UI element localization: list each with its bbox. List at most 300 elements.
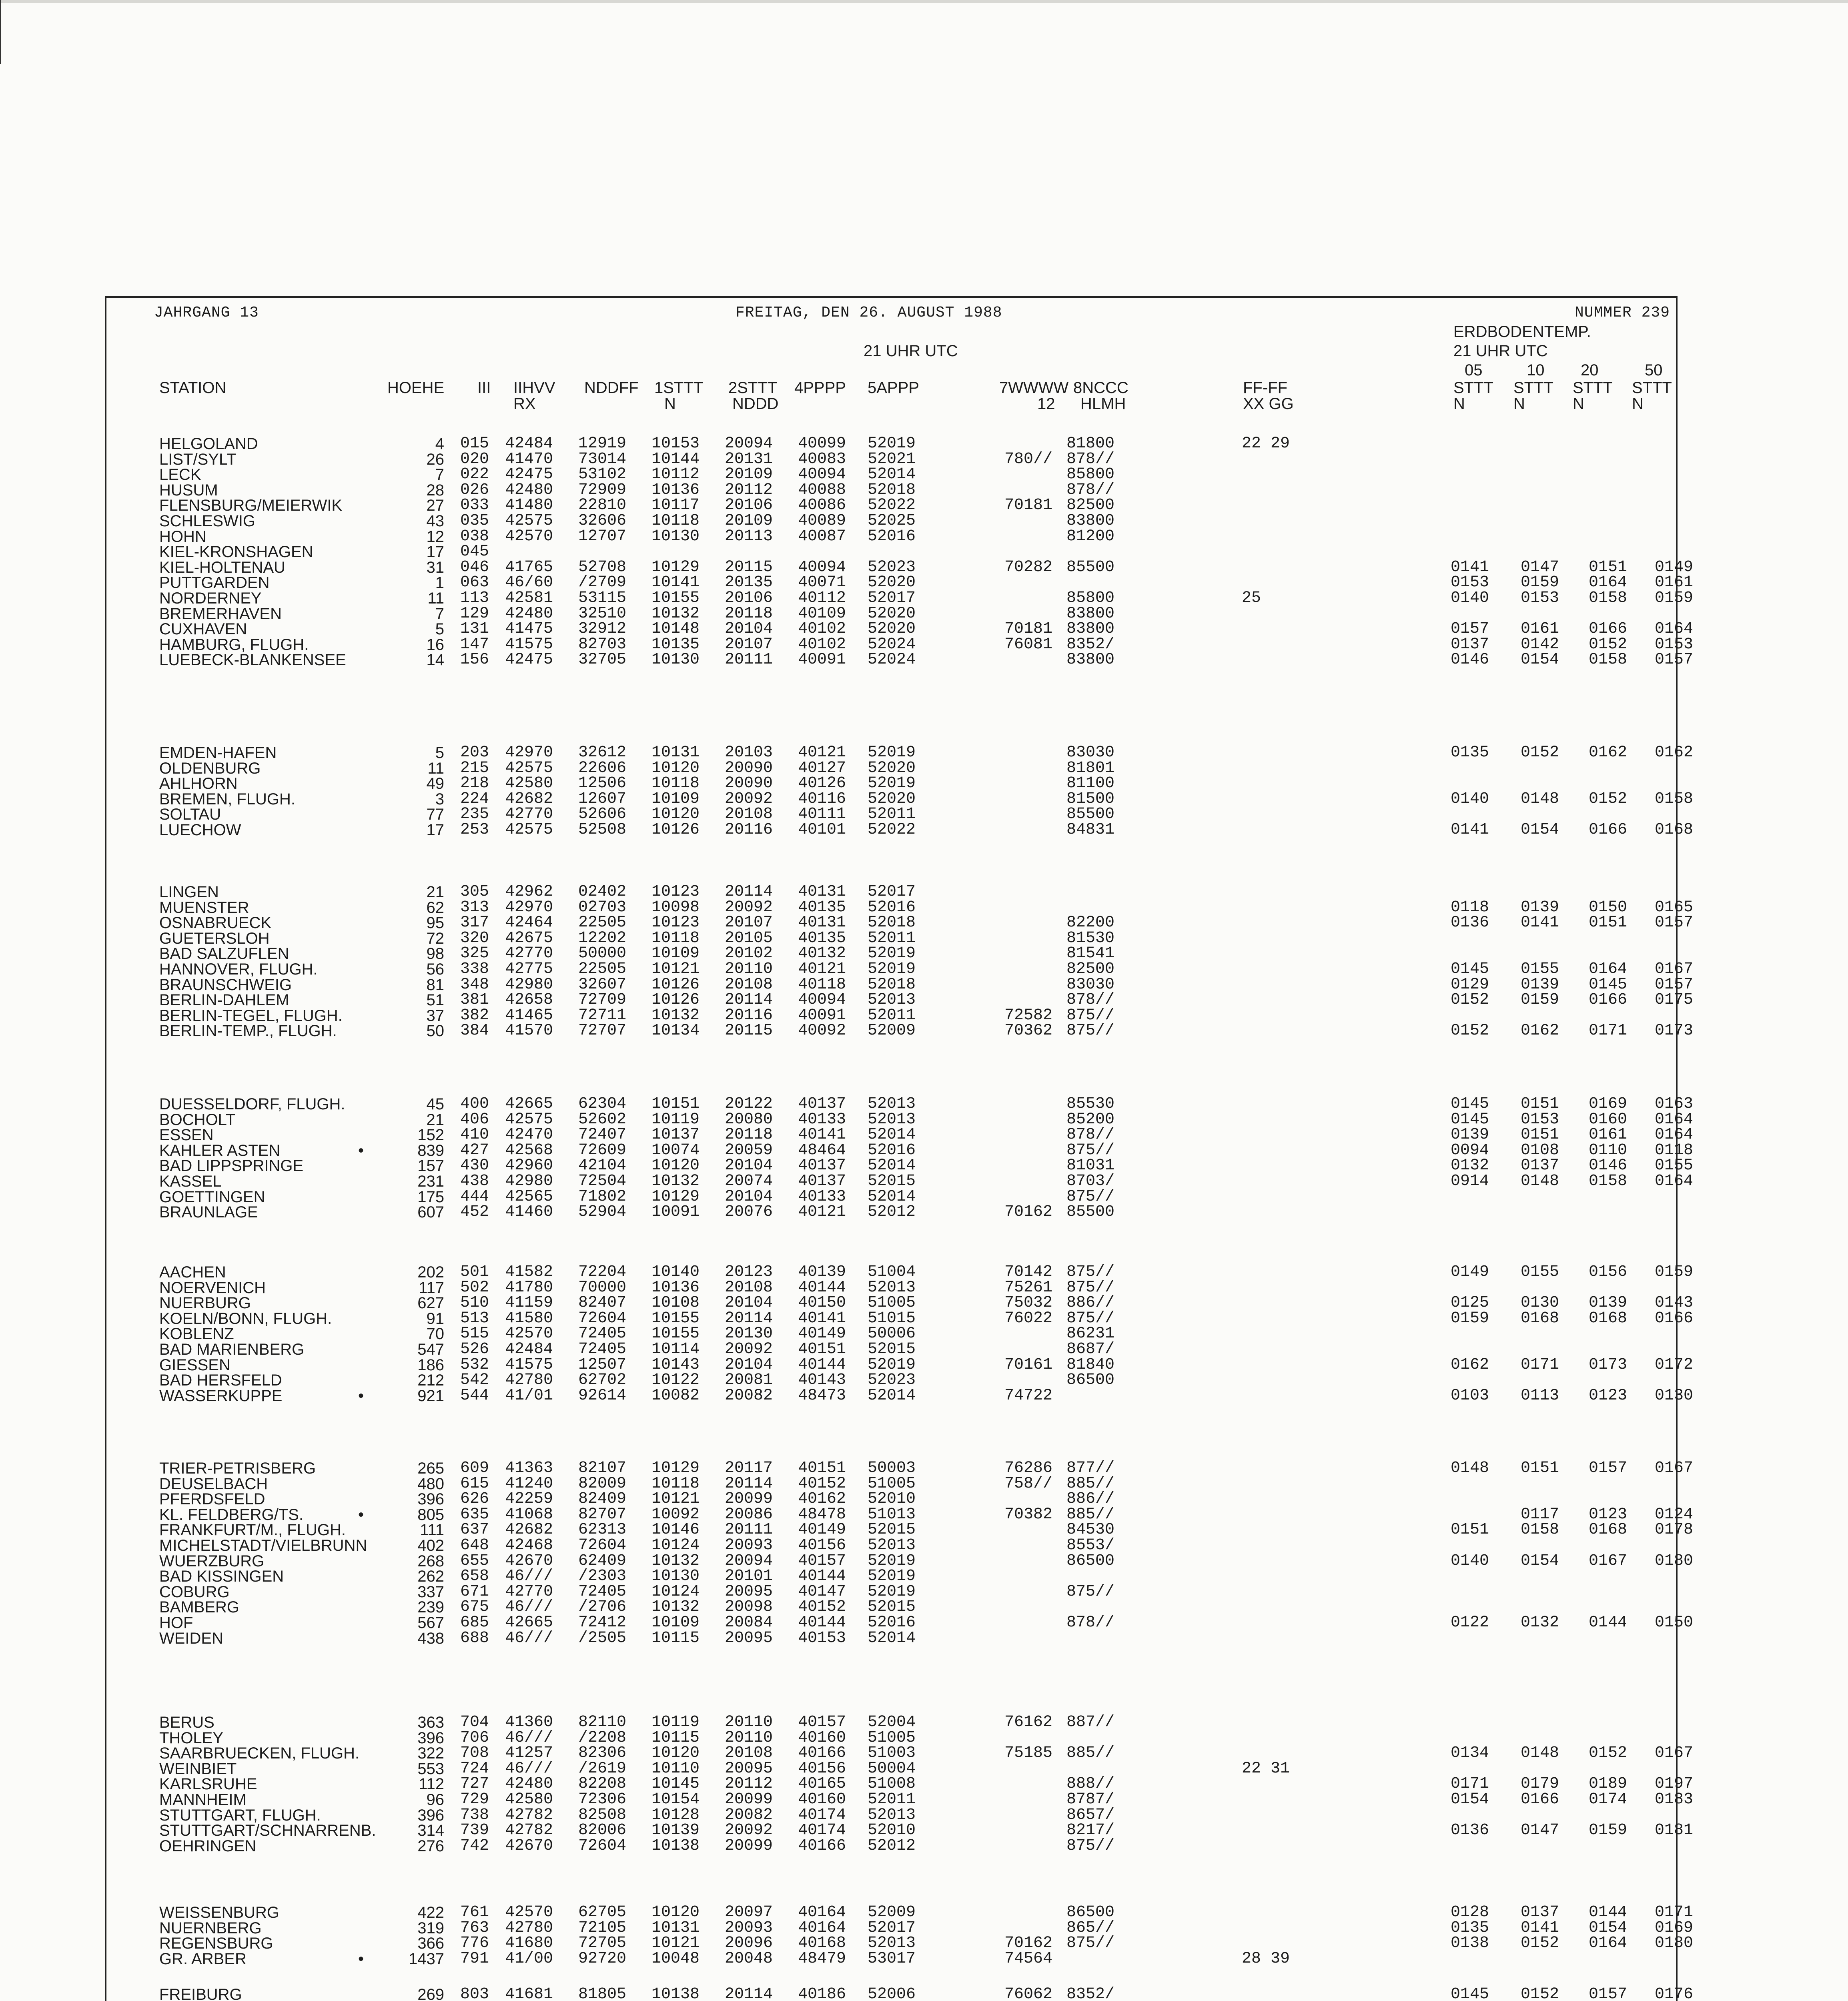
- cell-g5: 40162: [798, 1490, 846, 1508]
- cell-iii: 046: [460, 558, 489, 576]
- cell-erdboden-3: 0162: [1655, 744, 1694, 762]
- station-name: LUECHOW: [159, 821, 241, 839]
- cell-g4: 20084: [725, 1614, 773, 1632]
- cell-g1: 42775: [505, 960, 553, 978]
- station-name: CUXHAVEN: [159, 620, 247, 638]
- cell-g5: 40150: [798, 1294, 846, 1312]
- cell-erdboden-3: 0157: [1655, 975, 1694, 994]
- cell-w8: 81840: [1066, 1355, 1115, 1374]
- station-name: GIESSEN: [159, 1356, 230, 1374]
- cell-g3: 10132: [651, 604, 700, 623]
- cell-w8: 865//: [1066, 1919, 1115, 1937]
- cell-g1: 41681: [505, 1985, 553, 2001]
- cell-g6: 52011: [868, 929, 916, 947]
- cell-g4: 20123: [725, 1263, 773, 1281]
- station-name: HELGOLAND: [159, 435, 258, 453]
- cell-hoehe: 839: [417, 1141, 444, 1159]
- cell-erdboden-1: 0158: [1521, 1521, 1559, 1539]
- cell-g3: 10074: [651, 1141, 700, 1159]
- cell-erdboden-2: 0174: [1589, 1790, 1628, 1809]
- cell-g3: 10144: [651, 450, 700, 468]
- cell-g5: 40116: [798, 790, 846, 808]
- cell-erdboden-0: 0135: [1451, 1919, 1489, 1937]
- cell-g4: 20101: [725, 1567, 773, 1586]
- cell-g2: 81805: [578, 1985, 627, 2001]
- cell-g1: 42675: [505, 929, 553, 947]
- station-name: WEIDEN: [159, 1629, 223, 1647]
- cell-g5: 40152: [798, 1598, 846, 1616]
- col-n-3: N: [1573, 395, 1584, 413]
- col-n-2: N: [1513, 395, 1525, 413]
- cell-erdboden-2: 0166: [1589, 821, 1628, 839]
- cell-g1: 42575: [505, 512, 553, 530]
- cell-iii: 791: [460, 1949, 489, 1968]
- cell-erdboden-1: 0130: [1521, 1294, 1559, 1312]
- cell-w8: 878//: [1066, 1126, 1115, 1144]
- cell-hoehe: 70: [426, 1325, 444, 1343]
- cell-erdboden-1: 0132: [1521, 1614, 1559, 1632]
- cell-g3: 10155: [651, 1309, 700, 1327]
- cell-hoehe: 396: [417, 1490, 444, 1508]
- cell-g5: 40149: [798, 1521, 846, 1539]
- cell-erdboden-3: 0180: [1655, 1552, 1694, 1570]
- cell-erdboden-3: 0159: [1655, 1263, 1694, 1281]
- cell-g4: 20098: [725, 1598, 773, 1616]
- cell-g4: 20112: [725, 481, 773, 499]
- scan-edge-top: [0, 0, 1848, 3]
- station-name: BERLIN-TEMP., FLUGH.: [159, 1022, 337, 1040]
- cell-g2: 50000: [578, 944, 627, 963]
- cell-hoehe: 202: [417, 1263, 444, 1281]
- cell-g1: 41580: [505, 1309, 553, 1327]
- cell-g6: 52014: [868, 1629, 916, 1647]
- cell-g2: 12506: [578, 774, 627, 793]
- table-row: [0, 1951, 1681, 1967]
- table-row: [0, 606, 1681, 622]
- table-row: [0, 1459, 1694, 1477]
- cell-hoehe: 91: [426, 1309, 444, 1327]
- cell-iii: 675: [460, 1598, 489, 1616]
- cell-iii: 688: [460, 1629, 489, 1647]
- cell-g4: 20102: [725, 944, 773, 963]
- cell-g4: 20096: [725, 1934, 773, 1953]
- cell-erdboden-0: 0141: [1451, 821, 1489, 839]
- col-5appp: 5APPP: [868, 379, 919, 397]
- cell-iii: 026: [460, 481, 489, 499]
- cell-iii: 235: [460, 805, 489, 824]
- cell-g2: 52602: [578, 1110, 627, 1129]
- cell-erdboden-3: 0173: [1655, 1022, 1694, 1040]
- table-row: [0, 529, 1681, 544]
- cell-erdboden-1: 0142: [1521, 635, 1559, 654]
- cell-w8: 81100: [1066, 774, 1115, 793]
- table-row: [0, 1715, 1681, 1730]
- cell-g6: 52019: [868, 1582, 916, 1601]
- cell-g1: 42962: [505, 883, 553, 901]
- cell-g2: 22505: [578, 914, 627, 932]
- station-name: BAD MARIENBERG: [159, 1341, 305, 1358]
- cell-g4: 20107: [725, 914, 773, 932]
- cell-w8: 85530: [1066, 1095, 1115, 1113]
- cell-iii: 739: [460, 1821, 489, 1840]
- cell-g2: 72707: [578, 1022, 627, 1040]
- cell-g2: 72609: [578, 1141, 627, 1159]
- cell-iii: 215: [460, 759, 489, 777]
- cell-g5: 40133: [798, 1187, 846, 1206]
- station-name: AACHEN: [159, 1263, 226, 1281]
- cell-g6: 52016: [868, 898, 916, 916]
- cell-iii: 320: [460, 929, 489, 947]
- table-row: [0, 946, 1681, 961]
- cell-g1: 41465: [505, 1006, 553, 1025]
- cell-erdboden-0: 0151: [1451, 1521, 1489, 1539]
- cell-g2: 72412: [578, 1614, 627, 1632]
- cell-erdboden-2: 0166: [1589, 620, 1628, 638]
- cell-hoehe: 186: [417, 1356, 444, 1374]
- table-row: [0, 807, 1681, 822]
- table-row: [0, 1761, 1681, 1776]
- cell-g1: 46///: [505, 1598, 553, 1616]
- cell-g2: /2709: [578, 573, 627, 592]
- cell-g5: 40101: [798, 821, 846, 839]
- col-stttt-3: STTT: [1573, 379, 1613, 397]
- cell-g5: 40112: [798, 589, 846, 607]
- table-row: [0, 589, 1694, 607]
- station-name: COBURG: [159, 1583, 230, 1601]
- station-name: MUENSTER: [159, 898, 249, 916]
- cell-g3: 10146: [651, 1521, 700, 1539]
- cell-iii: 609: [460, 1459, 489, 1477]
- cell-g4: 20114: [725, 1985, 773, 2001]
- col-1sttt: 1STTT: [654, 379, 704, 397]
- cell-g3: 10145: [651, 1775, 700, 1793]
- cell-erdboden-1: 0154: [1521, 651, 1559, 669]
- cell-w7: 75032: [1004, 1294, 1052, 1312]
- cell-erdboden-0: 0122: [1451, 1614, 1489, 1632]
- cell-erdboden-2: 0164: [1589, 573, 1628, 592]
- table-row: [0, 544, 1681, 559]
- cell-g3: 10109: [651, 944, 700, 963]
- cell-erdboden-2: 0157: [1589, 1459, 1628, 1477]
- cell-g1: 42580: [505, 774, 553, 793]
- cell-g5: 40157: [798, 1552, 846, 1570]
- cell-g3: 10109: [651, 790, 700, 808]
- table-row: [0, 790, 1694, 808]
- cell-g2: /2208: [578, 1728, 627, 1747]
- cell-g5: 40121: [798, 1203, 846, 1221]
- cell-hoehe: 12: [426, 527, 444, 545]
- cell-g5: 40086: [798, 496, 846, 515]
- cell-erdboden-2: 0152: [1589, 635, 1628, 654]
- cell-g4: 20135: [725, 573, 773, 592]
- table-row: [0, 651, 1694, 669]
- cell-g4: 20076: [725, 1203, 773, 1221]
- cell-g3: 10110: [651, 1759, 700, 1778]
- cell-g3: 10138: [651, 1837, 700, 1855]
- cell-g5: 48464: [798, 1141, 846, 1159]
- cell-erdboden-3: 0168: [1655, 821, 1694, 839]
- cell-g6: 52019: [868, 435, 916, 453]
- cell-w7: 70382: [1004, 1505, 1052, 1524]
- cell-hoehe: 95: [426, 914, 444, 932]
- cell-g5: 40133: [798, 1110, 846, 1129]
- cell-g5: 40137: [798, 1157, 846, 1175]
- cell-erdboden-0: 0135: [1451, 744, 1489, 762]
- cell-erdboden-3: 0172: [1655, 1355, 1694, 1374]
- table-row: [0, 1355, 1694, 1374]
- cell-g5: 40141: [798, 1309, 846, 1327]
- cell-g4: 20110: [725, 960, 773, 978]
- cell-erdboden-1: 0152: [1521, 1985, 1559, 2001]
- cell-w7: 74722: [1004, 1386, 1052, 1405]
- cell-erdboden-2: 0158: [1589, 651, 1628, 669]
- cell-g5: 40174: [798, 1821, 846, 1840]
- cell-g2: 52904: [578, 1203, 627, 1221]
- station-name: LIST/SYLT: [159, 450, 237, 468]
- cell-erdboden-2: 0162: [1589, 744, 1628, 762]
- cell-g6: 52016: [868, 527, 916, 545]
- cell-g3: 10124: [651, 1536, 700, 1554]
- cell-g3: 10132: [651, 1552, 700, 1570]
- cell-erdboden-2: 0152: [1589, 1744, 1628, 1762]
- cell-iii: 685: [460, 1614, 489, 1632]
- cell-g5: 40186: [798, 1985, 846, 2001]
- cell-w8: 81200: [1066, 527, 1115, 545]
- cell-hoehe: 553: [417, 1760, 444, 1778]
- cell-iii: 400: [460, 1095, 489, 1113]
- cell-w7: 758//: [1004, 1474, 1052, 1493]
- station-name: THOLEY: [159, 1729, 224, 1747]
- cell-erdboden-0: 0132: [1451, 1157, 1489, 1175]
- cell-g3: 10091: [651, 1203, 700, 1221]
- cell-g6: 52021: [868, 450, 916, 468]
- cell-w8: 8352/: [1066, 1985, 1115, 2001]
- cell-g6: 51005: [868, 1728, 916, 1747]
- cell-iii: 515: [460, 1325, 489, 1343]
- cell-g1: 46///: [505, 1759, 553, 1778]
- cell-g2: /2706: [578, 1598, 627, 1616]
- cell-erdboden-3: 0167: [1655, 960, 1694, 978]
- cell-g5: 40164: [798, 1919, 846, 1937]
- station-name: BAMBERG: [159, 1598, 240, 1616]
- cell-g2: 72604: [578, 1309, 627, 1327]
- cell-g6: 52013: [868, 991, 916, 1009]
- cell-g3: 10126: [651, 991, 700, 1009]
- table-row: [0, 620, 1694, 638]
- cell-erdboden-2: 0159: [1589, 1821, 1628, 1840]
- cell-iii: 532: [460, 1355, 489, 1374]
- cell-iii: 763: [460, 1919, 489, 1937]
- cell-erdboden-2: 0173: [1589, 1355, 1628, 1374]
- cell-w8: 8657/: [1066, 1806, 1115, 1824]
- cell-erdboden-2: 0189: [1589, 1775, 1628, 1793]
- station-name: BAD LIPPSPRINGE: [159, 1157, 304, 1175]
- cell-g6: 52011: [868, 1790, 916, 1809]
- cell-erdboden-1: 0148: [1521, 790, 1559, 808]
- cell-g2: 22505: [578, 960, 627, 978]
- col-n-4: N: [1632, 395, 1644, 413]
- cell-erdboden-3: 0159: [1655, 589, 1694, 607]
- cell-w7: 74564: [1004, 1949, 1052, 1968]
- cell-hoehe: 62: [426, 898, 444, 916]
- cell-w8: 875//: [1066, 1141, 1115, 1159]
- table-row: [0, 1492, 1681, 1507]
- station-name: BRAUNSCHWEIG: [159, 976, 292, 994]
- cell-iii: 648: [460, 1536, 489, 1554]
- table-row: [0, 1172, 1694, 1190]
- cell-g5: 40099: [798, 435, 846, 453]
- cell-g3: 10155: [651, 589, 700, 607]
- station-name: NORDERNEY: [159, 589, 262, 607]
- cell-erdboden-1: 0117: [1521, 1505, 1559, 1524]
- cell-iii: 626: [460, 1490, 489, 1508]
- cell-g6: 51005: [868, 1474, 916, 1493]
- cell-hoehe: 366: [417, 1935, 444, 1953]
- cell-iii: 513: [460, 1309, 489, 1327]
- cell-hoehe: 175: [417, 1188, 444, 1206]
- cell-iii: 317: [460, 914, 489, 932]
- cell-hoehe: 51: [426, 991, 444, 1009]
- cell-erdboden-1: 0148: [1521, 1744, 1559, 1762]
- cell-w8: 85500: [1066, 1203, 1115, 1221]
- cell-iii: 156: [460, 651, 489, 669]
- cell-w8: 86500: [1066, 1903, 1115, 1921]
- cell-g3: 10118: [651, 512, 700, 530]
- col-xx-gg: XX GG: [1243, 395, 1294, 413]
- cell-g1: 42480: [505, 604, 553, 623]
- cell-g1: 42960: [505, 1157, 553, 1175]
- cell-g4: 20099: [725, 1790, 773, 1809]
- cell-g2: 12707: [578, 527, 627, 545]
- cell-g6: 52017: [868, 589, 916, 607]
- cell-erdboden-2: 0164: [1589, 1934, 1628, 1953]
- cell-g3: 10098: [651, 898, 700, 916]
- cell-g6: 52013: [868, 1095, 916, 1113]
- cell-erdboden-3: 0149: [1655, 558, 1694, 576]
- cell-g2: /2619: [578, 1759, 627, 1778]
- col-depth-20: 20: [1581, 361, 1599, 379]
- table-row: [0, 821, 1694, 839]
- cell-w8: 8217/: [1066, 1821, 1115, 1840]
- cell-w7: 76162: [1004, 1713, 1052, 1731]
- cell-g1: 41/00: [505, 1949, 553, 1968]
- cell-erdboden-0: 0154: [1451, 1790, 1489, 1809]
- cell-hoehe: 276: [417, 1837, 444, 1855]
- cell-erdboden-3: 0124: [1655, 1505, 1694, 1524]
- cell-g1: 42665: [505, 1614, 553, 1632]
- cell-g4: 20090: [725, 774, 773, 793]
- table-row: [0, 1008, 1681, 1023]
- station-name: GR. ARBER: [159, 1950, 247, 1968]
- cell-g2: 73014: [578, 450, 627, 468]
- cell-g3: 10139: [651, 1821, 700, 1840]
- cell-g1: 41475: [505, 620, 553, 638]
- cell-hoehe: 11: [427, 759, 444, 777]
- cell-g6: 53017: [868, 1949, 916, 1968]
- station-name: NOERVENICH: [159, 1279, 266, 1297]
- cell-g6: 52018: [868, 914, 916, 932]
- station-name: LECK: [159, 466, 201, 484]
- cell-g4: 20086: [725, 1505, 773, 1524]
- cell-erdboden-0: 0914: [1451, 1172, 1489, 1190]
- cell-g1: 42581: [505, 589, 553, 607]
- cell-w8: 878//: [1066, 481, 1115, 499]
- jahrgang-label: JAHRGANG 13: [154, 304, 259, 321]
- table-row: [0, 1126, 1694, 1144]
- cell-g4: 20095: [725, 1759, 773, 1778]
- cell-erdboden-1: 0168: [1521, 1309, 1559, 1327]
- cell-g4: 20115: [725, 558, 773, 576]
- station-name: DUESSELDORF, FLUGH.: [159, 1095, 345, 1113]
- cell-g3: 10130: [651, 1567, 700, 1586]
- cell-g6: 52015: [868, 1598, 916, 1616]
- cell-g1: 46///: [505, 1567, 553, 1586]
- table-row: [0, 635, 1694, 654]
- table-row: [0, 467, 1681, 482]
- cell-w8: 875//: [1066, 1309, 1115, 1327]
- cell-erdboden-1: 0108: [1521, 1141, 1559, 1159]
- cell-hoehe: 212: [417, 1371, 444, 1389]
- cell-erdboden-1: 0179: [1521, 1775, 1559, 1793]
- cell-g5: 40094: [798, 465, 846, 484]
- cell-hoehe: 56: [426, 960, 444, 978]
- cell-g4: 20099: [725, 1490, 773, 1508]
- cell-g5: 40168: [798, 1934, 846, 1953]
- cell-erdboden-3: 0180: [1655, 1934, 1694, 1953]
- col-n-1: N: [1453, 395, 1465, 413]
- cell-g3: 10115: [651, 1629, 700, 1647]
- cell-g1: 42570: [505, 1325, 553, 1343]
- cell-g2: 22606: [578, 759, 627, 777]
- cell-g5: 40092: [798, 1022, 846, 1040]
- station-name: BAD KISSINGEN: [159, 1568, 284, 1586]
- cell-erdboden-2: 0167: [1589, 1552, 1628, 1570]
- cell-g3: 10126: [651, 821, 700, 839]
- cell-g5: 40088: [798, 481, 846, 499]
- cell-w8: 81530: [1066, 929, 1115, 947]
- cell-star: •: [358, 1950, 364, 1968]
- col-8nccc: 8NCCC: [1073, 379, 1128, 397]
- cell-g5: 40118: [798, 975, 846, 994]
- cell-hoehe: 45: [426, 1095, 444, 1113]
- cell-erdboden-0: 0136: [1451, 914, 1489, 932]
- table-row: [0, 1386, 1694, 1405]
- cell-hoehe: 1: [435, 574, 444, 592]
- cell-g4: 20095: [725, 1582, 773, 1601]
- cell-g4: 20094: [725, 1552, 773, 1570]
- cell-g4: 20116: [725, 821, 773, 839]
- col-7wwww-12: 12: [1037, 395, 1055, 413]
- cell-erdboden-1: 0152: [1521, 1934, 1559, 1953]
- cell-g5: 40166: [798, 1744, 846, 1762]
- cell-g6: 52016: [868, 1141, 916, 1159]
- cell-g6: 52013: [868, 1110, 916, 1129]
- cell-iii: 637: [460, 1521, 489, 1539]
- cell-erdboden-3: 0164: [1655, 1126, 1694, 1144]
- cell-g4: 20113: [725, 527, 773, 545]
- col-station: STATION: [159, 379, 226, 397]
- cell-hoehe: 77: [426, 806, 444, 824]
- cell-erdboden-1: 0155: [1521, 960, 1559, 978]
- cell-g4: 20110: [725, 1728, 773, 1747]
- cell-g4: 20116: [725, 1006, 773, 1025]
- table-row: [0, 884, 1681, 900]
- cell-iii: 761: [460, 1903, 489, 1921]
- cell-w7: 70162: [1004, 1934, 1052, 1953]
- cell-g6: 52019: [868, 1355, 916, 1374]
- cell-g3: 10121: [651, 1490, 700, 1508]
- cell-g3: 10129: [651, 558, 700, 576]
